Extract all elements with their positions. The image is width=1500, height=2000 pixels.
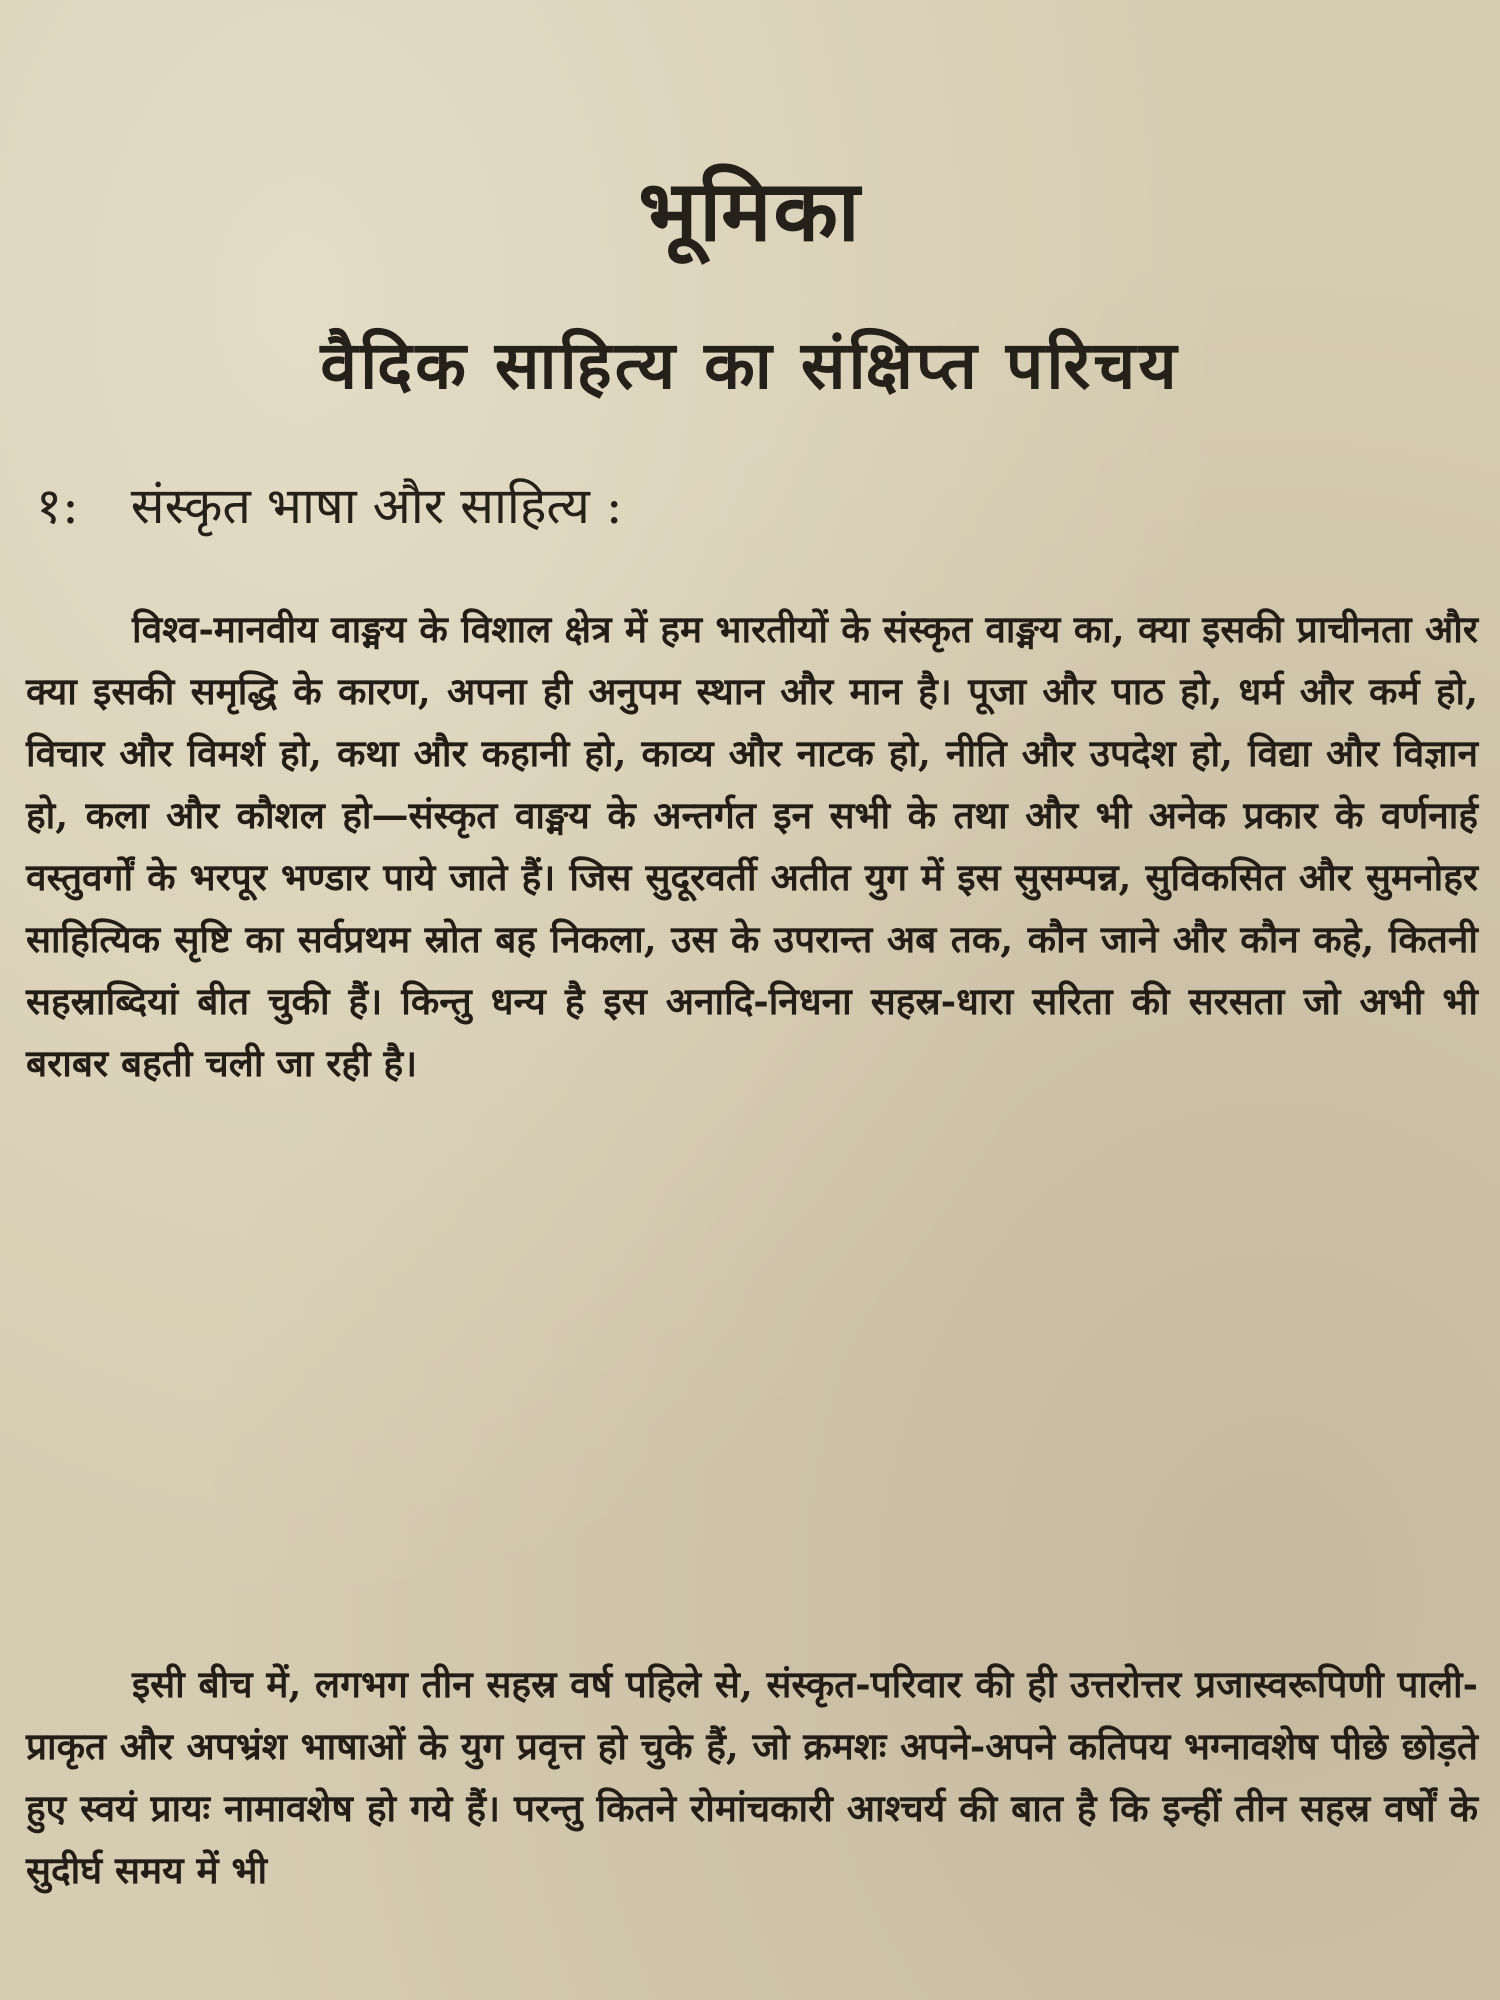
- section-heading: [36, 470, 623, 538]
- paragraph-text: विश्व-मानवीय वाङ्मय के विशाल क्षेत्र में हम भारतीयों के संस्कृत वाङ्मय का, क्या इसकी प्राचीनता और क्या इसकी समृद्धि के कारण, अपना ही अनुपम स्थान और मान है। पूजा और पाठ हो, धर्म और कर्म हो, विचार और विमर्श हो, कथा और कहानी हो, काव्य और नाटक हो, नीति और उपदेश हो, विद्या और विज्ञान हो, कला और कौशल हो—संस्कृत वाङ्मय के अन्तर्गत इन सभी के तथा और भी अनेक प्रकार के वर्णनार्ह वस्तुवर्गों के भरपूर भण्डार पाये जाते हैं। जिस सुदूरवर्ती अतीत युग में इस सुसम्पन्न, सुविकसित और सुमनोहर साहित्यिक सृष्टि का सर्वप्रथम स्रोत बह निकला, उस के उपरान्त अब तक, कौन जाने और कौन कहे, कितनी सहस्राब्दियां बीत चुकी हैं। किन्तु धन्य है इस अनादि-निधना सहस्र-धारा सरिता की सरसता जो अभी भी बराबर बहती चली जा रही है।: [26, 607, 1478, 1085]
- body-paragraph-1: [26, 598, 1478, 1094]
- section-heading-text: संस्कृत भाषा और साहित्य :: [130, 477, 623, 535]
- chapter-subtitle: वैदिक साहित्य का संक्षिप्त परिचय: [320, 326, 1180, 404]
- paragraph-text: इसी बीच में, लगभग तीन सहस्र वर्ष पहिले से, संस्कृत-परिवार की ही उत्तरोत्तर प्रजास्वरूपिणी पाली-प्राकृत और अपभ्रंश भाषाओं के युग प्रवृत्त हो चुके हैं, जो क्रमशः अपने-अपने कतिपय भग्नावशेष पीछे छोड़ते हुए स्वयं प्रायः नामावशेष हो गये हैं। परन्तु कितने रोमांचकारी आश्चर्य की बात है कि इन्हीं तीन सहस्र वर्षों के सुदीर्घ समय में भी: [26, 1662, 1478, 1892]
- body-paragraph-2: [26, 1653, 1478, 1901]
- section-number: १:: [36, 477, 79, 535]
- page-title: भूमिका: [638, 161, 862, 260]
